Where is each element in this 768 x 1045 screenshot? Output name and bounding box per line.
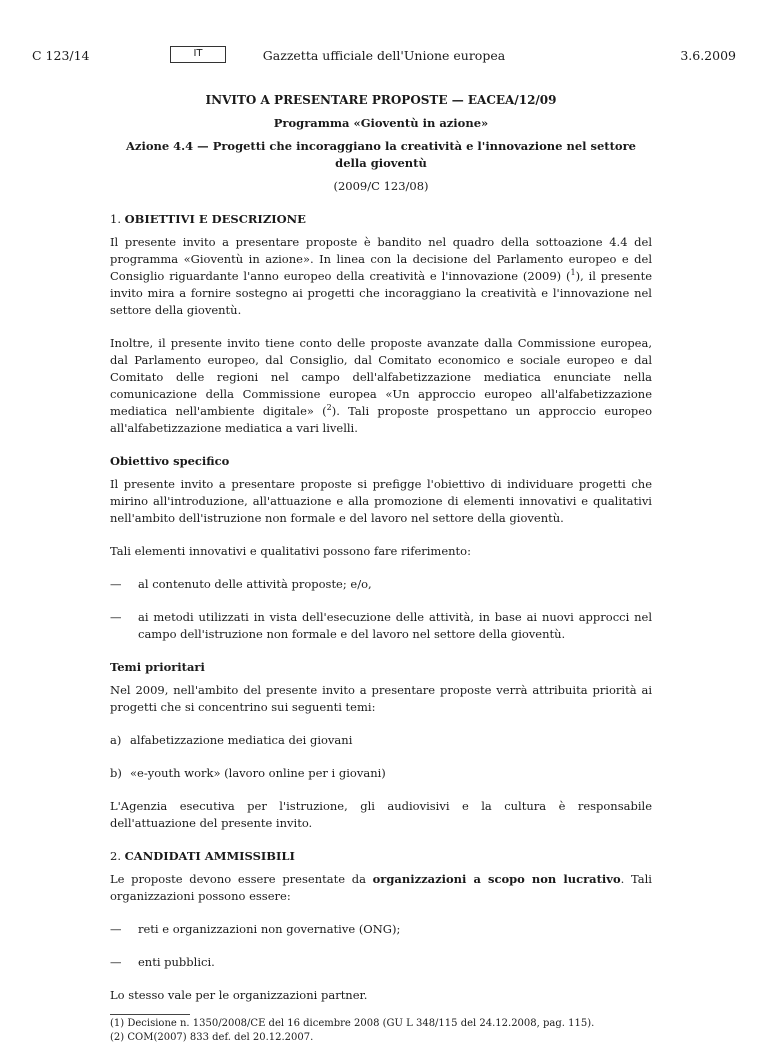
language-badge: IT	[170, 46, 226, 63]
paragraph: Le proposte devono essere presentate da organizzazioni a scopo non lucrativo. Tali organizzazioni possono essere:	[110, 872, 652, 903]
footnote-2: (2) COM(2007) 833 def. del 20.12.2007.	[110, 1032, 314, 1043]
section-2-number: 2.	[110, 849, 121, 863]
section-1-heading	[110, 211, 652, 228]
section-2-title: CANDIDATI AMMISSIBILI	[124, 849, 295, 863]
journal-reference: C 123/14	[32, 48, 90, 63]
section-1-number: 1.	[110, 212, 121, 226]
action-title: Azione 4.4 — Progetti che incoraggiano la creatività e l'innovazione nel settore della gioventù	[126, 139, 636, 170]
list-item: — ai metodi utilizzati in vista dell'esecuzione delle attività, in base ai nuovi approcci nel campo dell'istruzione non formale e del lavoro nel settore della gioventù.	[110, 609, 652, 643]
paragraph: Lo stesso vale per le organizzazioni partner.	[110, 988, 368, 1002]
page-header	[32, 48, 736, 68]
footnote-divider	[110, 1014, 190, 1015]
list-item: b) «e-youth work» (lavoro online per i giovani)	[110, 766, 386, 780]
paragraph: Il presente invito a presentare proposte è bandito nel quadro della sottoazione 4.4 del programma «Gioventù in azione». In linea con la decisione del Parlamento europeo e del Consiglio riguardante l'anno europeo della creatività e l'innovazione (2009) ($^1$), il presente invito mira a fornire sostegno ai progetti che incoraggiano la creatività e l'innovazione nel settore della gioventù.	[110, 235, 653, 317]
document-code: (2009/C 123/08)	[333, 179, 429, 193]
list-item: — al contenuto delle attività proposte; e/o,	[110, 576, 652, 593]
list-item: — reti e organizzazioni non governative (ONG);	[110, 921, 652, 938]
section-2-heading	[110, 848, 652, 865]
publication-date: 3.6.2009	[680, 48, 736, 63]
paragraph: Inoltre, il presente invito tiene conto delle proposte avanzate dalla Commissione europea, dal Parlamento europeo, dal Consiglio, dal Comitato economico e sociale europeo e dal Comitato delle regioni nel campo dell'alfabetizzazione mediatica enunciate nella comunicazione della Commissione europea «Un approccio europeo all'alfabetizzazione mediatica nell'ambiente digitale» ($^2$). Tali proposte prospettano un approccio europeo all'alfabetizzazione mediatica a vari livelli.	[110, 336, 653, 435]
journal-title: Gazzetta ufficiale dell'Unione europea	[262, 48, 506, 63]
section-1-title: OBIETTIVI E DESCRIZIONE	[124, 212, 306, 226]
subheading-priority-themes: Temi prioritari	[110, 660, 205, 674]
footnote-ref[interactable]: 2	[326, 403, 332, 413]
paragraph: L'Agenzia esecutiva per l'istruzione, gli audiovisivi e la cultura è responsabile dell'attuazione del presente invito.	[110, 799, 652, 830]
list-item: — enti pubblici.	[110, 954, 652, 971]
subheading-specific-objective: Obiettivo specifico	[110, 454, 230, 468]
document-body	[110, 92, 652, 1045]
list-item: a) alfabetizzazione mediatica dei giovani	[110, 733, 353, 747]
footnote-1: (1) Decisione n. 1350/2008/CE del 16 dicembre 2008 (GU L 348/115 del 24.12.2008, pag. 115).	[110, 1018, 595, 1029]
paragraph: Il presente invito a presentare proposte si prefigge l'obiettivo di individuare progetti che mirino all'introduzione, all'attuazione e alla promozione di elementi innovativi e qualitativi nell'ambito dell'istruzione non formale e del lavoro nel settore della gioventù.	[110, 477, 652, 525]
programme-title: Programma «Gioventù in azione»	[273, 116, 489, 130]
paragraph: Tali elementi innovativi e qualitativi possono fare riferimento:	[110, 544, 471, 558]
call-title: INVITO A PRESENTARE PROPOSTE — EACEA/12/09	[205, 93, 557, 107]
footnote-ref[interactable]: 1	[570, 268, 576, 278]
paragraph: Nel 2009, nell'ambito del presente invito a presentare proposte verrà attribuita priorità ai progetti che si concentrino sui seguenti temi:	[110, 683, 652, 714]
